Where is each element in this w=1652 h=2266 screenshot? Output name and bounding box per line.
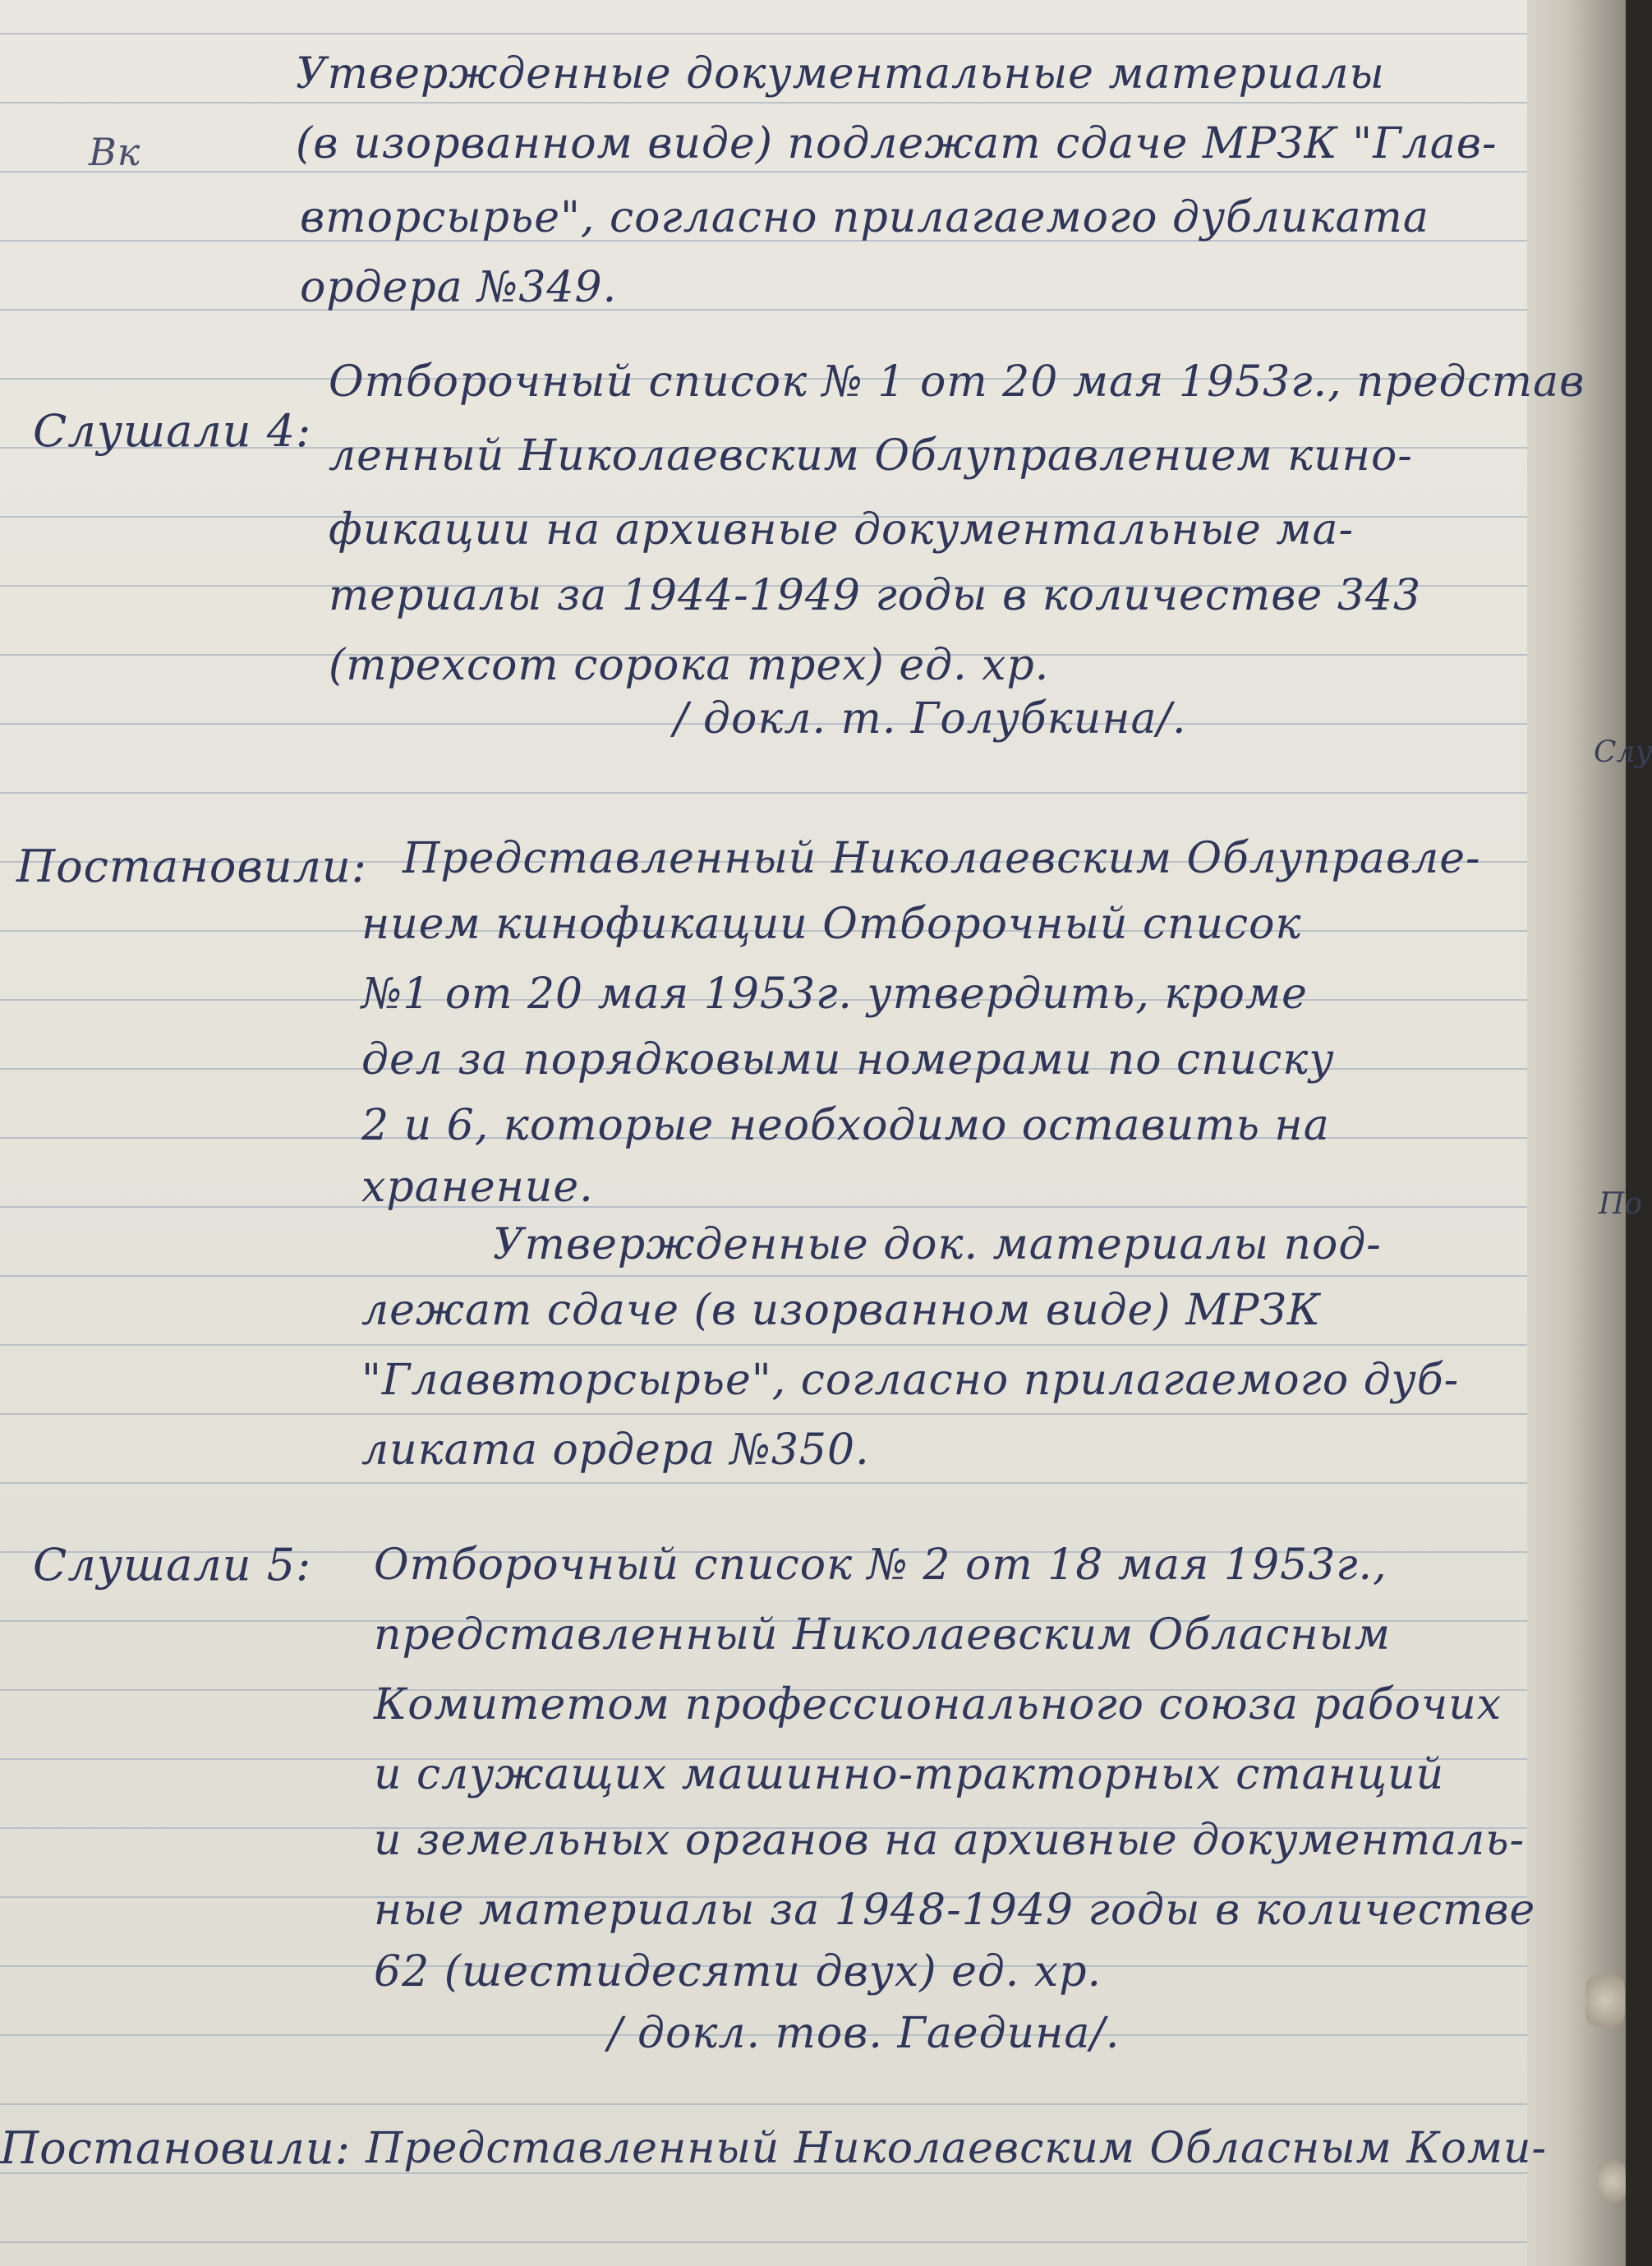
ruled-line: [0, 792, 1561, 794]
speaker-line: / докл. т. Голубкина/.: [674, 694, 1187, 744]
text-line: ленный Николаевским Облуправлением кино-: [329, 431, 1413, 481]
text-line: представленный Николаевским Обласным: [374, 1610, 1391, 1660]
heard-label: Слушали 4:: [33, 405, 312, 457]
text-line: нием кинофикации Отборочный список: [361, 900, 1302, 949]
decided-label: Постановили:: [0, 2122, 351, 2174]
text-line: вторсырье", согласно прилагаемого дубликата: [300, 193, 1429, 242]
text-line: 2 и 6, которые необходимо оставить на: [361, 1101, 1330, 1150]
text-line: ликата ордера №350.: [361, 1425, 870, 1475]
text-line: Комитетом профессионального союза рабочих: [374, 1680, 1502, 1729]
text-line: дел за порядковыми номерами по списку: [361, 1035, 1335, 1085]
text-line: лежат сдаче (в изорванном виде) МРЗК: [361, 1286, 1321, 1335]
binding-thread: [1585, 1964, 1625, 2038]
text-line: "Главвторсырье", согласно прилагаемого дуб-: [361, 1356, 1460, 1405]
text-line: ордера №349.: [300, 263, 618, 312]
text-line: Отборочный список № 2 от 18 мая 1953г.,: [374, 1541, 1387, 1590]
text-line: и служащих машинно-тракторных станций: [374, 1750, 1445, 1799]
heard-label: Слушали 5:: [33, 1539, 312, 1591]
text-line: Утвержденные документальные материалы: [296, 49, 1385, 99]
text-line: и земельных органов на архивные документаль-: [374, 1816, 1525, 1865]
decided-label: Постановили:: [16, 841, 367, 892]
ruled-line: [0, 2241, 1561, 2243]
next-page-fragment: Слу: [1594, 735, 1652, 769]
margin-note: Вк: [89, 130, 141, 174]
text-line: хранение.: [361, 1163, 594, 1212]
text-line: №1 от 20 мая 1953г. утвердить, кроме: [361, 969, 1308, 1019]
text-line: Представленный Николаевским Обласным Коми-: [366, 2124, 1548, 2173]
page-binding-edge: [1527, 0, 1626, 2266]
next-page-fragment: По: [1599, 1187, 1643, 1221]
ruled-line: [0, 309, 1561, 311]
text-line: фикации на архивные документальные ма-: [329, 505, 1355, 555]
text-line: (в изорванном виде) подлежат сдаче МРЗК "Глав-: [296, 119, 1498, 168]
ruled-line: [0, 2103, 1561, 2105]
speaker-line: / докл. тов. Гаедина/.: [608, 2009, 1121, 2058]
binding-thread: [1598, 2153, 1626, 2210]
text-line: 62 (шестидесяти двух) ед. хр.: [374, 1947, 1102, 1997]
text-line: Отборочный список № 1 от 20 мая 1953г., представ: [329, 357, 1585, 407]
text-line: (трехсот сорока трех) ед. хр.: [329, 641, 1050, 690]
ruled-line: [0, 33, 1561, 35]
text-line: териалы за 1944-1949 годы в количестве 343: [329, 571, 1422, 620]
text-line: ные материалы за 1948-1949 годы в количестве: [374, 1886, 1536, 1935]
text-line: Утвержденные док. материалы под-: [493, 1220, 1382, 1269]
text-line: Представленный Николаевским Облуправле-: [403, 834, 1481, 883]
